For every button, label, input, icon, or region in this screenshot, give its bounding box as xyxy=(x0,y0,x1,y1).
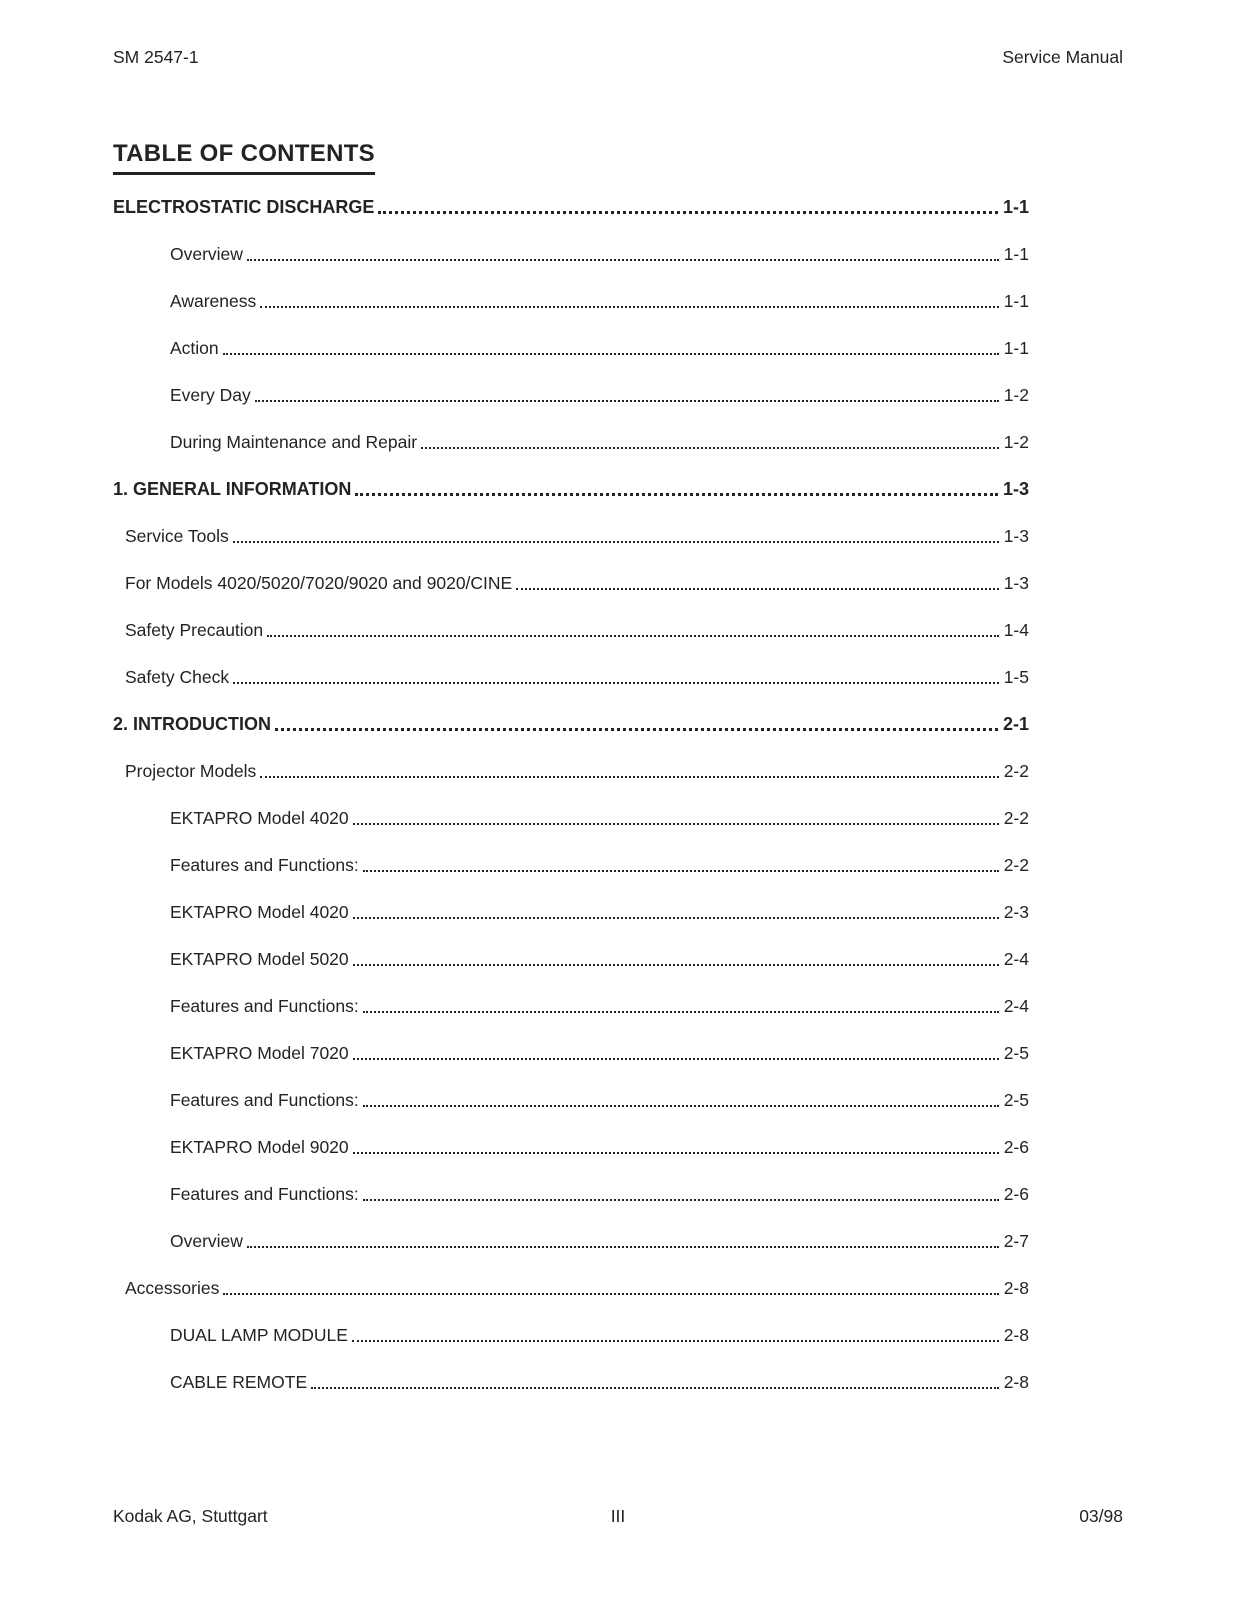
toc-entry-page-number: 2-7 xyxy=(1003,1231,1029,1251)
dot-leader xyxy=(378,211,998,214)
toc-entry-page-number: 2-2 xyxy=(1003,808,1029,828)
toc-entry xyxy=(113,243,1029,265)
toc-entry-page-number: 2-6 xyxy=(1003,1184,1029,1204)
toc-list xyxy=(113,196,1029,1418)
toc-entry-label: 2. INTRODUCTION xyxy=(113,714,272,734)
toc-entry-page-number: 1-1 xyxy=(1003,291,1029,311)
toc-entry-label: Service Tools xyxy=(125,526,229,546)
toc-entry-page-number: 1-3 xyxy=(1003,526,1029,546)
toc-entry-page-number: 1-3 xyxy=(1003,573,1029,593)
dot-leader xyxy=(255,400,999,402)
dot-leader xyxy=(353,823,999,825)
toc-entry-label: Overview xyxy=(170,1231,243,1251)
toc-entry-page-number: 2-8 xyxy=(1003,1325,1029,1345)
toc-entry-page-number: 1-2 xyxy=(1003,385,1029,405)
toc-entry xyxy=(113,1324,1029,1346)
dot-leader xyxy=(363,1011,999,1013)
toc-entry-label: Features and Functions: xyxy=(170,855,359,875)
toc-entry-page-number: 2-5 xyxy=(1003,1043,1029,1063)
toc-entry xyxy=(113,1230,1029,1252)
page-title: TABLE OF CONTENTS xyxy=(113,140,375,175)
toc-entry xyxy=(113,666,1029,688)
dot-leader xyxy=(363,870,999,872)
dot-leader xyxy=(353,964,999,966)
toc-entry-page-number: 2-8 xyxy=(1003,1372,1029,1392)
dot-leader xyxy=(267,635,999,637)
toc-entry-page-number: 2-6 xyxy=(1003,1137,1029,1157)
toc-entry xyxy=(113,572,1029,594)
dot-leader xyxy=(247,1246,999,1248)
toc-entry-label: EKTAPRO Model 4020 xyxy=(170,902,349,922)
toc-entry xyxy=(113,713,1029,735)
dot-leader xyxy=(421,447,999,449)
toc-entry-page-number: 2-3 xyxy=(1003,902,1029,922)
toc-entry xyxy=(113,290,1029,312)
dot-leader xyxy=(223,353,999,355)
dot-leader xyxy=(363,1199,999,1201)
toc-entry-label: Action xyxy=(170,338,219,358)
dot-leader xyxy=(353,1152,999,1154)
dot-leader xyxy=(223,1293,998,1295)
toc-entry-page-number: 1-1 xyxy=(1003,338,1029,358)
page-header xyxy=(113,46,1123,68)
toc-entry-label: CABLE REMOTE xyxy=(170,1372,308,1392)
toc-entry xyxy=(113,431,1029,453)
toc-entry xyxy=(113,948,1029,970)
toc-entry-page-number: 1-1 xyxy=(1003,244,1029,264)
toc-entry xyxy=(113,1136,1029,1158)
footer-page-number: III xyxy=(610,1506,626,1526)
footer-date: 03/98 xyxy=(1079,1506,1123,1526)
toc-entry-label: ELECTROSTATIC DISCHARGE xyxy=(113,197,375,217)
toc-entry xyxy=(113,1089,1029,1111)
toc-entry-label: 1. GENERAL INFORMATION xyxy=(113,479,352,499)
toc-entry-page-number: 2-1 xyxy=(1002,714,1029,734)
toc-entry xyxy=(113,807,1029,829)
toc-entry-label: During Maintenance and Repair xyxy=(170,432,418,452)
toc-entry-label: Projector Models xyxy=(125,761,257,781)
footer-publisher: Kodak AG, Stuttgart xyxy=(113,1506,268,1526)
toc-entry-page-number: 1-3 xyxy=(1002,479,1029,499)
toc-entry xyxy=(113,995,1029,1017)
toc-entry xyxy=(113,1277,1029,1299)
toc-entry xyxy=(113,1371,1029,1393)
dot-leader xyxy=(352,1340,999,1342)
toc-entry-label: Safety Precaution xyxy=(125,620,264,640)
toc-entry-page-number: 1-2 xyxy=(1003,432,1029,452)
toc-entry-label: EKTAPRO Model 9020 xyxy=(170,1137,349,1157)
page-footer xyxy=(113,1505,1123,1527)
toc-entry-label: Features and Functions: xyxy=(170,996,359,1016)
dot-leader xyxy=(260,776,998,778)
toc-entry-page-number: 2-4 xyxy=(1003,996,1029,1016)
dot-leader xyxy=(311,1387,999,1389)
toc-entry xyxy=(113,1183,1029,1205)
toc-entry-label: Awareness xyxy=(170,291,257,311)
toc-entry xyxy=(113,901,1029,923)
dot-leader xyxy=(363,1105,999,1107)
toc-entry xyxy=(113,1042,1029,1064)
toc-entry-label: EKTAPRO Model 4020 xyxy=(170,808,349,828)
toc-entry-label: DUAL LAMP MODULE xyxy=(170,1325,348,1345)
toc-entry-page-number: 1-5 xyxy=(1003,667,1029,687)
dot-leader xyxy=(247,259,999,261)
toc-entry xyxy=(113,525,1029,547)
toc-entry-page-number: 1-4 xyxy=(1003,620,1029,640)
dot-leader xyxy=(355,493,998,496)
dot-leader xyxy=(233,541,999,543)
toc-entry-label: For Models 4020/5020/7020/9020 and 9020/CINE xyxy=(125,573,513,593)
toc-entry xyxy=(113,760,1029,782)
dot-leader xyxy=(233,682,999,684)
dot-leader xyxy=(275,728,998,731)
toc-entry-label: Features and Functions: xyxy=(170,1184,359,1204)
toc-entry xyxy=(113,854,1029,876)
toc-entry-page-number: 2-8 xyxy=(1003,1278,1029,1298)
toc-entry-label: Safety Check xyxy=(125,667,230,687)
toc-entry-page-number: 2-4 xyxy=(1003,949,1029,969)
doc-number: SM 2547-1 xyxy=(113,47,199,67)
dot-leader xyxy=(516,588,998,590)
toc-entry xyxy=(113,196,1029,218)
toc-entry-label: Features and Functions: xyxy=(170,1090,359,1110)
dot-leader xyxy=(353,917,999,919)
toc-entry xyxy=(113,337,1029,359)
toc-entry-label: EKTAPRO Model 5020 xyxy=(170,949,349,969)
toc-entry-page-number: 2-2 xyxy=(1003,855,1029,875)
toc-entry xyxy=(113,619,1029,641)
toc-entry xyxy=(113,478,1029,500)
toc-entry-label: Every Day xyxy=(170,385,251,405)
doc-type: Service Manual xyxy=(1002,47,1123,67)
dot-leader xyxy=(260,306,998,308)
toc-entry-page-number: 1-1 xyxy=(1002,197,1029,217)
toc-entry-label: Accessories xyxy=(125,1278,220,1298)
toc-entry xyxy=(113,384,1029,406)
toc-entry-page-number: 2-2 xyxy=(1003,761,1029,781)
toc-entry-label: Overview xyxy=(170,244,243,264)
dot-leader xyxy=(353,1058,999,1060)
toc-entry-page-number: 2-5 xyxy=(1003,1090,1029,1110)
toc-entry-label: EKTAPRO Model 7020 xyxy=(170,1043,349,1063)
